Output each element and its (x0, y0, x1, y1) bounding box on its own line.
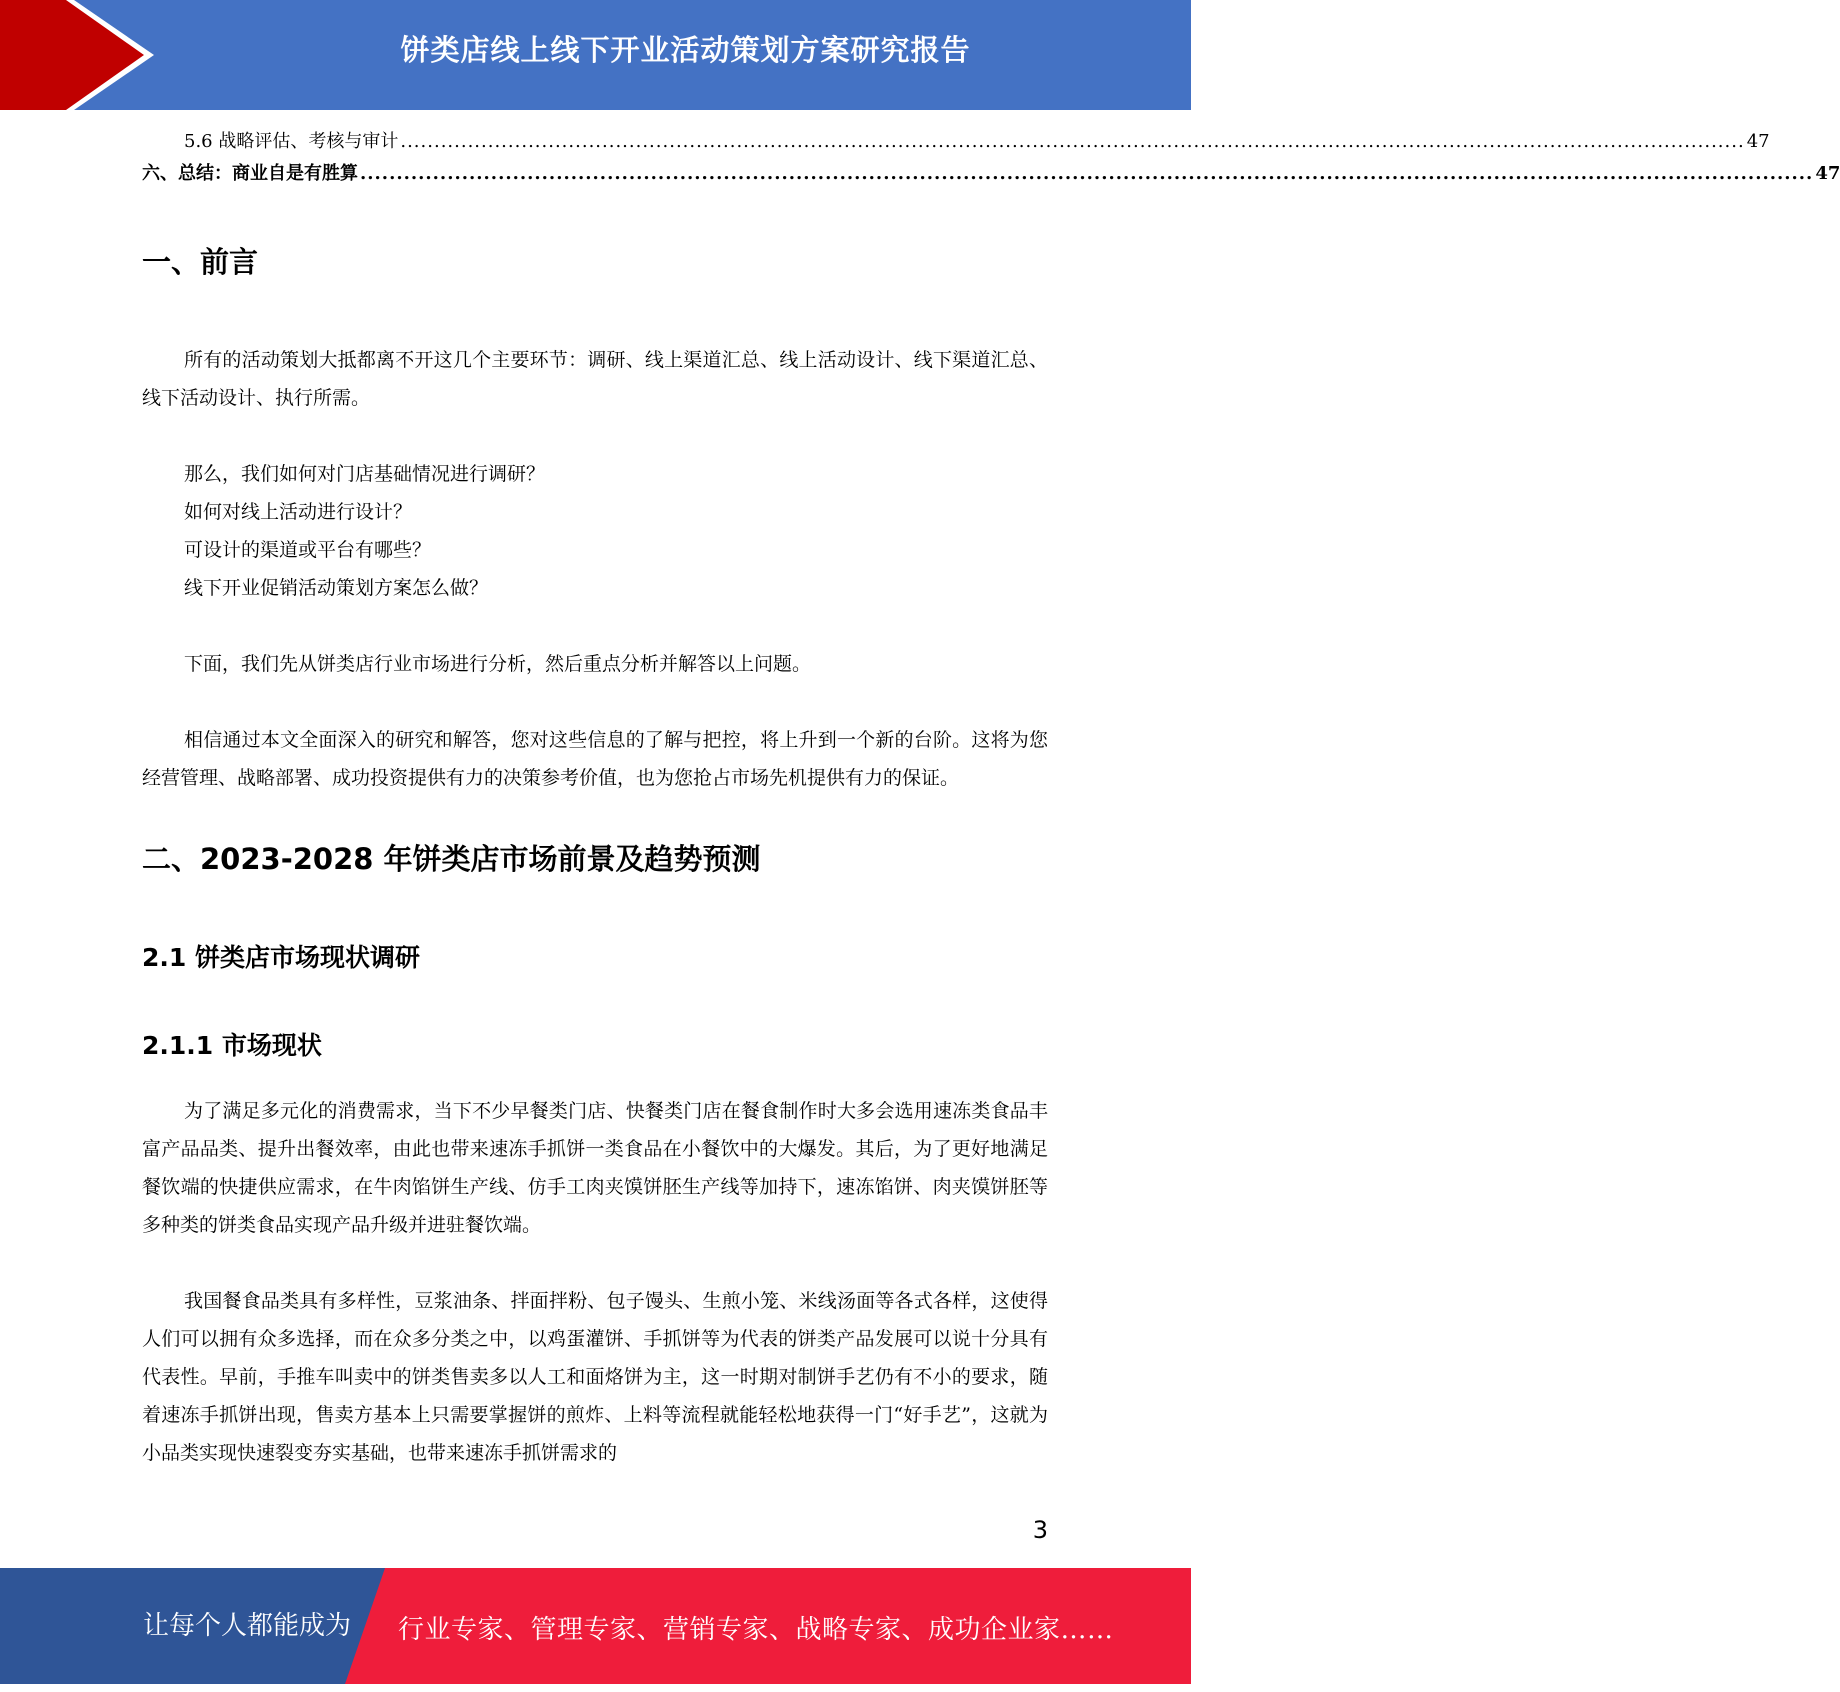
footer-slogan-right: 行业专家、管理专家、营销专家、战略专家、成功企业家…… (398, 1615, 1114, 1645)
market-status-paragraph: 为了满足多元化的消费需求，当下不少早餐类门店、快餐类门店在餐食制作时大多会选用速冻类食品丰富产品品类、提升出餐效率，由此也带来速冻手抓饼一类食品在小餐饮中的大爆发。其后，为了更好地满足餐饮端的快捷供应需求，在牛肉馅饼生产线、仿手工肉夹馍饼胚生产线等加持下，速冻馅饼、肉夹馍饼胚等多种类的饼类食品实现产品升级并进驻餐饮端。 (142, 1100, 1048, 1236)
toc-entry-page: 47 (1815, 163, 1840, 184)
report-title: 饼类店线上线下开业活动策划方案研究报告 (400, 33, 971, 67)
page-header (0, 0, 1191, 110)
preface-question-list (142, 455, 1048, 607)
toc-entry-title: 六、总结：商业自是有胜算 (142, 163, 358, 184)
toc-entry[interactable] (142, 158, 1840, 190)
section-heading-market-outlook: 二、2023-2028 年饼类店市场前景及趋势预测 (142, 842, 761, 876)
document-body (142, 126, 1840, 1472)
market-variety-paragraph: 我国餐食品类具有多样性，豆浆油条、拌面拌粉、包子馒头、生煎小笼、米线汤面等各式各样，这使得人们可以拥有众多选择，而在众多分类之中，以鸡蛋灌饼、手抓饼等为代表的饼类产品发展可以说十分具有代表性。早前，手推车叫卖中的饼类售卖多以人工和面烙饼为主，这一时期对制饼手艺仍有不小的要求，随着速冻手抓饼出现，售卖方基本上只需要掌握饼的煎炸、上料等流程就能轻松地获得一门“好手艺”，这就为小品类实现快速裂变夯实基础，也带来速冻手抓饼需求的 (142, 1290, 1048, 1464)
preface-intro-paragraph: 所有的活动策划大抵都离不开这几个主要环节：调研、线上渠道汇总、线上活动设计、线下渠道汇总、线下活动设计、执行所需。 (142, 349, 1048, 409)
section-heading-preface: 一、前言 (142, 245, 259, 279)
toc-leader-dots: ........................................................................................................................................................................................................ (400, 131, 1745, 152)
subsubsection-heading-market-status: 2.1.1 市场现状 (142, 1031, 322, 1060)
toc-leader-dots: ........................................................................................................................................................................................................ (360, 163, 1814, 184)
toc-entry-title: 5.6 战略评估、考核与审计 (184, 131, 399, 152)
question-item: 线下开业促销活动策划方案怎么做？ (184, 577, 489, 599)
subsection-heading-market-survey: 2.1 饼类店市场现状调研 (142, 943, 420, 972)
toc-entry[interactable] (142, 126, 1770, 158)
question-item: 那么，我们如何对门店基础情况进行调研？ (184, 463, 546, 485)
footer-slogan-left: 让每个人都能成为 (143, 1611, 352, 1641)
question-item: 可设计的渠道或平台有哪些？ (184, 539, 432, 561)
preface-next-paragraph: 下面，我们先从饼类店行业市场进行分析，然后重点分析并解答以上问题。 (184, 653, 812, 675)
page-footer (0, 1568, 1191, 1684)
page-number: 3 (1032, 1516, 1048, 1544)
header-red-chevron (0, 0, 150, 110)
question-item: 如何对线上活动进行设计？ (184, 501, 413, 523)
preface-closing-paragraph: 相信通过本文全面深入的研究和解答，您对这些信息的了解与把控，将上升到一个新的台阶。这将为您经营管理、战略部署、成功投资提供有力的决策参考价值，也为您抢占市场先机提供有力的保证。 (142, 729, 1048, 789)
toc-entry-page: 47 (1746, 131, 1770, 152)
